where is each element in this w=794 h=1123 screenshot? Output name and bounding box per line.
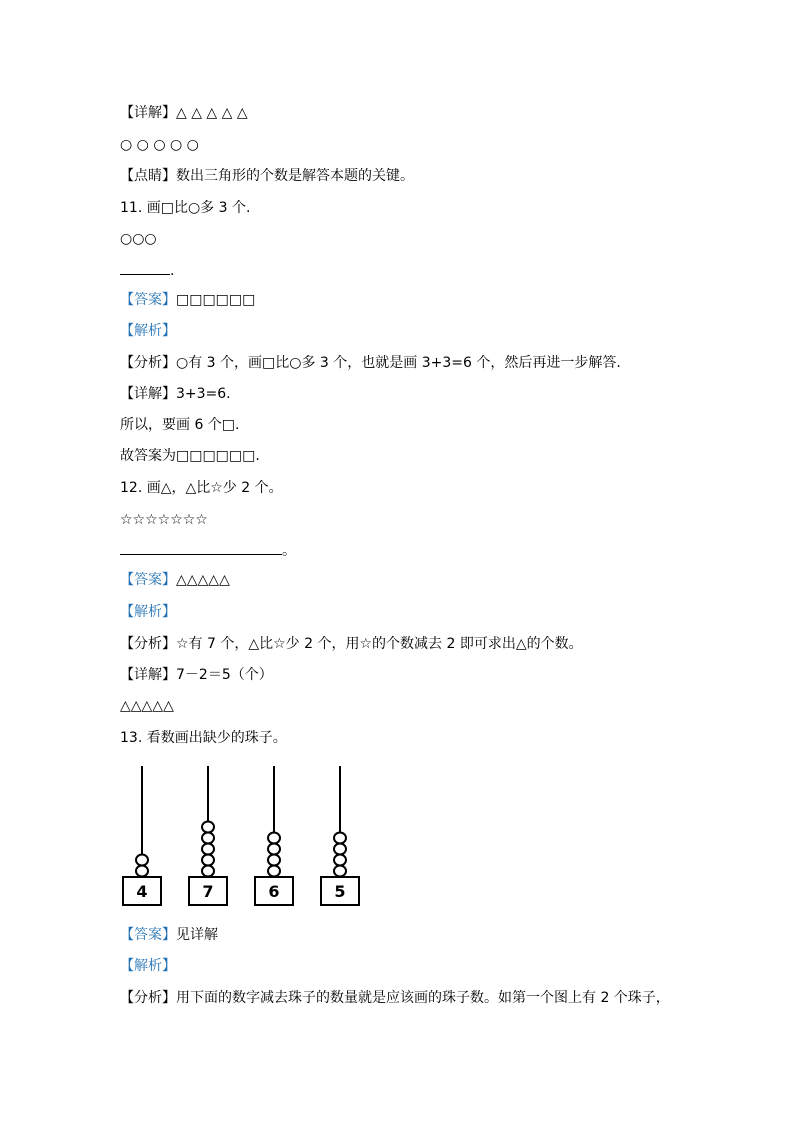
- triangles-answer: △△△△△: [120, 698, 174, 714]
- bead: [334, 833, 346, 844]
- bead: [334, 844, 346, 855]
- triangles-row: △ △ △ △ △: [176, 105, 248, 121]
- bead: [268, 866, 280, 877]
- detail-line-12: 【详解】7－2＝5（个）: [120, 667, 273, 683]
- question-12: 12. 画△，△比☆少 2 个。: [120, 480, 283, 496]
- answer-tag: 【答案】: [120, 572, 176, 588]
- blank-line: [120, 540, 282, 555]
- conclusion-line-11: 所以，要画 6 个□.: [120, 417, 240, 433]
- reasoning-tag: 【分析】: [120, 636, 176, 652]
- detail-tag: 【详解】: [120, 105, 176, 121]
- answer-line-11: 【答案】□□□□□□: [120, 292, 256, 308]
- rod-number: 5: [334, 882, 346, 901]
- answer-line-12: 【答案】△△△△△: [120, 572, 230, 588]
- bead: [136, 855, 148, 866]
- abacus-rod: [189, 766, 227, 905]
- bead: [136, 866, 148, 877]
- answer-blank-12: 。: [120, 540, 296, 561]
- bead: [202, 822, 214, 833]
- answer-blank-11: .: [120, 260, 174, 281]
- rod-number: 6: [268, 882, 280, 901]
- rod-number: 7: [202, 882, 214, 901]
- circles-given: ○○○: [120, 231, 157, 247]
- analysis-line-13: [120, 956, 176, 976]
- bead: [334, 866, 346, 877]
- key-point-tag: 【点睛】: [120, 168, 176, 184]
- blank-line: [120, 260, 170, 275]
- bead: [268, 833, 280, 844]
- reasoning-line-11: 【分析】○有 3 个，画□比○多 3 个，也就是画 3+3=6 个，然后再进一步解答.: [120, 355, 621, 371]
- bead: [334, 855, 346, 866]
- bead: [202, 855, 214, 866]
- stars-given: ☆☆☆☆☆☆☆: [120, 512, 208, 528]
- abacus-figure: [116, 762, 366, 910]
- abacus-rod: [123, 766, 161, 905]
- bead: [202, 833, 214, 844]
- analysis-tag: 【解析】: [120, 604, 176, 620]
- key-point-line: 【点睛】数出三角形的个数是解答本题的关键。: [120, 168, 414, 184]
- rod-number: 4: [136, 882, 148, 901]
- detail-line-1: [120, 103, 248, 123]
- reasoning-line-13: 【分析】用下面的数字减去珠子的数量就是应该画的珠子数。如第一个图上有 2 个珠子，: [120, 990, 670, 1006]
- bead: [202, 844, 214, 855]
- answer-tag: 【答案】: [120, 927, 176, 943]
- answer-line-13: 【答案】见详解: [120, 927, 218, 943]
- analysis-line-12: [120, 602, 176, 622]
- circles-row: ○ ○ ○ ○ ○: [120, 137, 199, 153]
- detail-tag: 【详解】: [120, 667, 176, 683]
- detail-tag: 【详解】: [120, 386, 176, 402]
- abacus-rod: [321, 766, 359, 905]
- analysis-tag: 【解析】: [120, 323, 176, 339]
- abacus-rod: [255, 766, 293, 905]
- question-11: 11. 画□比○多 3 个.: [120, 200, 251, 216]
- reasoning-tag: 【分析】: [120, 355, 176, 371]
- question-13: 13. 看数画出缺少的珠子。: [120, 730, 287, 746]
- bead: [202, 866, 214, 877]
- final-answer-11: 故答案为□□□□□□.: [120, 448, 260, 464]
- reasoning-line-12: 【分析】☆有 7 个，△比☆少 2 个，用☆的个数减去 2 即可求出△的个数。: [120, 636, 583, 652]
- bead: [268, 855, 280, 866]
- analysis-line-11: [120, 321, 176, 341]
- reasoning-tag: 【分析】: [120, 990, 176, 1006]
- answer-tag: 【答案】: [120, 292, 176, 308]
- bead: [268, 844, 280, 855]
- analysis-tag: 【解析】: [120, 958, 176, 974]
- detail-line-11: 【详解】3+3=6.: [120, 386, 231, 402]
